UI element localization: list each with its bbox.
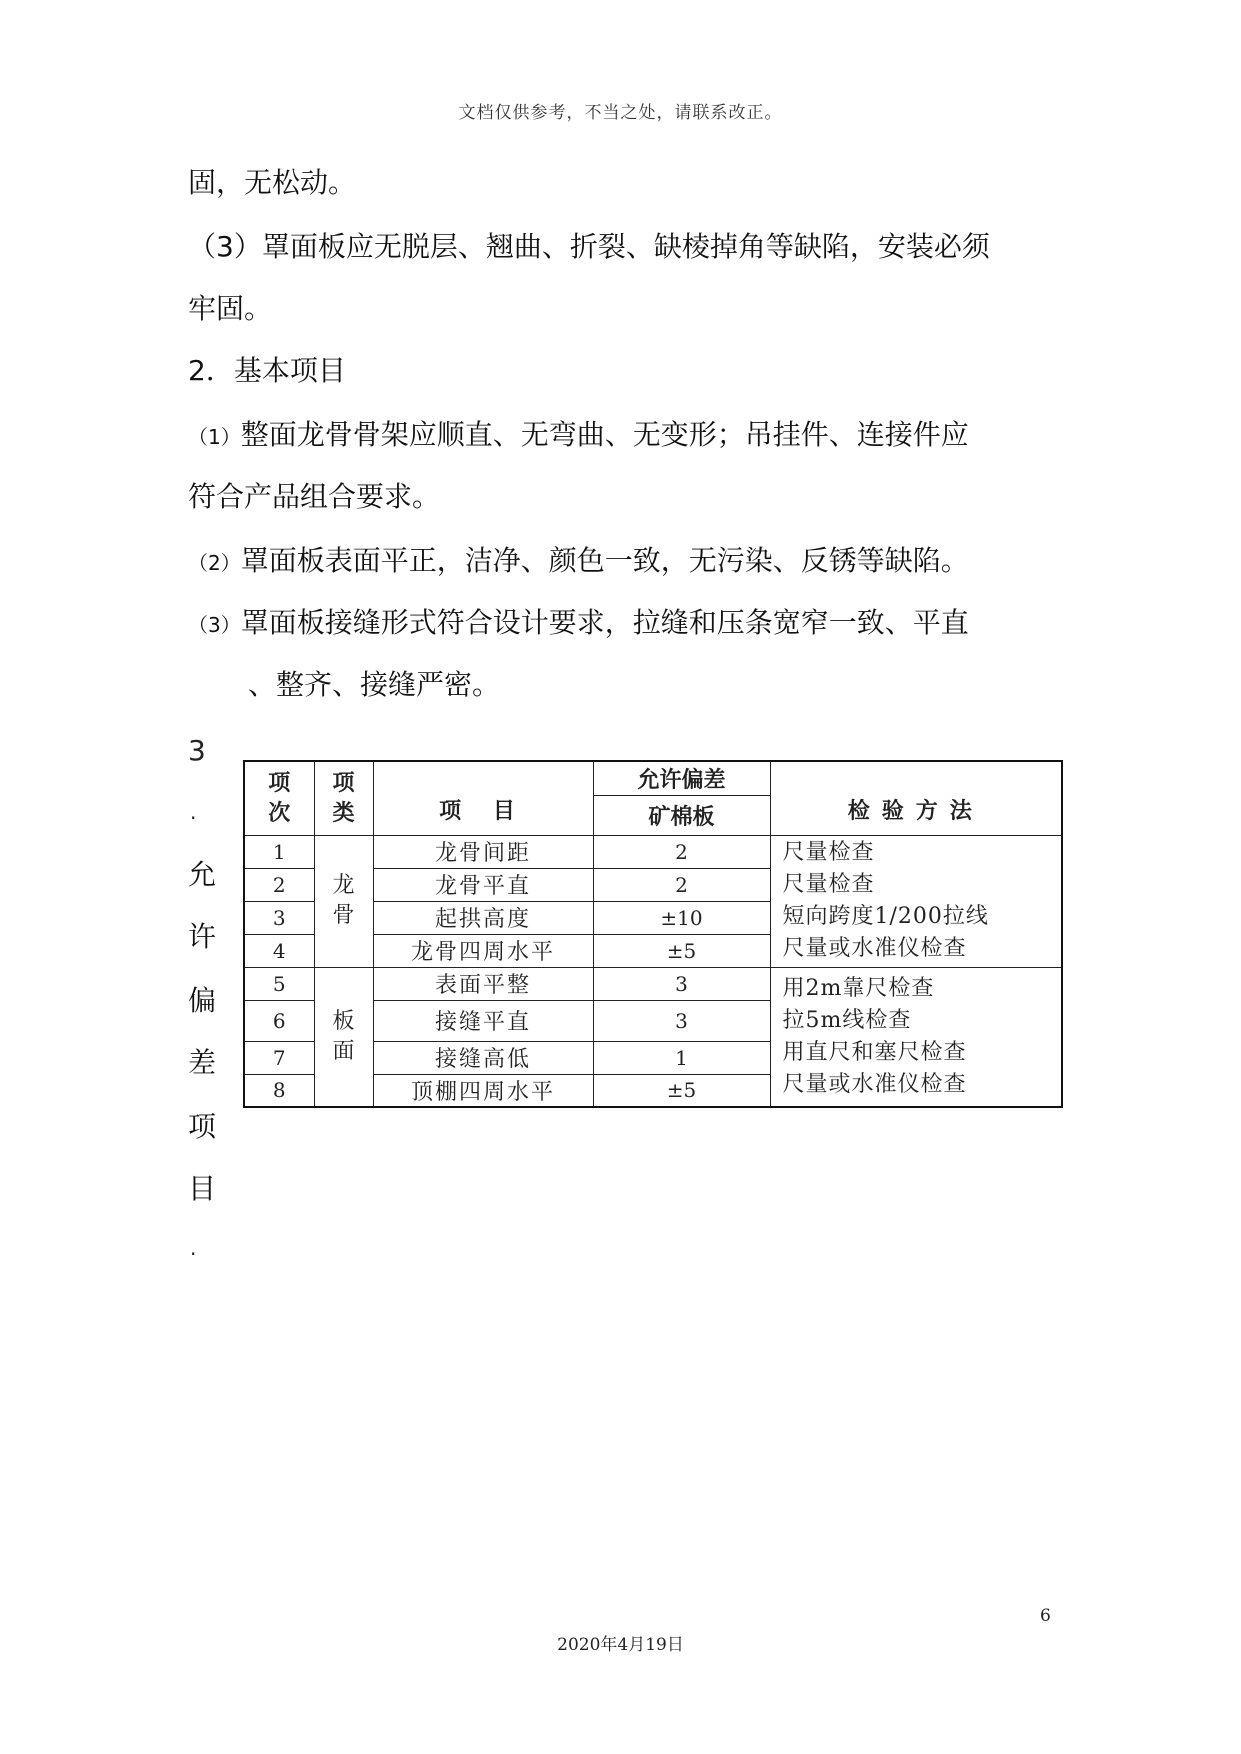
header-index bbox=[244, 761, 314, 835]
item-cell: 接缝平直 bbox=[373, 1000, 593, 1041]
tolerance-value: 1 bbox=[593, 1041, 770, 1074]
vertical-heading-char: 偏 bbox=[188, 984, 217, 1017]
list-text: 整面龙骨骨架应顺直、无弯曲、无变形；吊挂件、连接件应 bbox=[240, 418, 969, 451]
item-cell: 顶棚四周水平 bbox=[373, 1074, 593, 1107]
header-index-bottom: 次 bbox=[268, 800, 291, 827]
footer-date: 2020年4月19日 bbox=[557, 1635, 684, 1655]
header-tolerance-group: 允许偏差 bbox=[593, 761, 770, 795]
header-category bbox=[314, 761, 373, 835]
category-cell bbox=[314, 835, 373, 967]
row-number: 7 bbox=[244, 1041, 314, 1074]
header-tolerance-sub: 矿棉板 bbox=[593, 795, 770, 835]
row-number: 2 bbox=[244, 868, 314, 901]
page-number: 6 bbox=[1040, 1606, 1051, 1626]
item-cell: 龙骨四周水平 bbox=[373, 934, 593, 967]
section-number: 3 bbox=[188, 734, 206, 767]
tolerance-value: 3 bbox=[593, 967, 770, 1000]
tolerance-value: ±5 bbox=[593, 934, 770, 967]
paragraph-line bbox=[188, 544, 969, 580]
row-number: 3 bbox=[244, 901, 314, 934]
list-text: 罩面板表面平正，洁净、颜色一致，无污染、反锈等缺陷。 bbox=[240, 544, 969, 577]
tolerance-value: 3 bbox=[593, 1000, 770, 1041]
header-disclaimer: 文档仅供参考，不当之处，请联系改正。 bbox=[458, 103, 783, 123]
tolerance-value: 2 bbox=[593, 835, 770, 868]
paragraph-line bbox=[188, 606, 969, 642]
section-dot: . bbox=[190, 800, 197, 824]
row-number: 8 bbox=[244, 1074, 314, 1107]
method-line: 尺量检查 bbox=[782, 872, 875, 897]
item-cell: 龙骨间距 bbox=[373, 835, 593, 868]
header-category-bottom: 类 bbox=[332, 800, 355, 827]
method-line: 用2m靠尺检查 bbox=[782, 975, 935, 1001]
row-number: 5 bbox=[244, 967, 314, 1000]
tolerance-value: 2 bbox=[593, 868, 770, 901]
paragraph-line: 符合产品组合要求。 bbox=[188, 480, 441, 513]
category-char: 骨 bbox=[332, 903, 355, 928]
method-line: 短向跨度1/200拉线 bbox=[782, 904, 989, 929]
header-method: 检验方法 bbox=[770, 761, 1062, 835]
vertical-heading-char: 允 bbox=[188, 858, 217, 891]
category-char: 板 bbox=[332, 1008, 355, 1034]
item-cell: 表面平整 bbox=[373, 967, 593, 1000]
method-cell bbox=[770, 835, 1062, 967]
category-char: 面 bbox=[332, 1038, 355, 1064]
method-line: 用直尺和塞尺检查 bbox=[782, 1039, 967, 1065]
list-number: （2） bbox=[188, 551, 241, 575]
row-number: 4 bbox=[244, 934, 314, 967]
row-number: 1 bbox=[244, 835, 314, 868]
item-cell: 接缝高低 bbox=[373, 1041, 593, 1074]
vertical-heading-char: 目 bbox=[188, 1172, 217, 1205]
method-line: 尺量检查 bbox=[782, 840, 875, 865]
category-char: 龙 bbox=[332, 873, 355, 898]
header-category-top: 项 bbox=[332, 770, 355, 797]
item-cell: 龙骨平直 bbox=[373, 868, 593, 901]
category-cell bbox=[314, 967, 373, 1107]
paragraph-line: 牢固。 bbox=[188, 292, 273, 325]
paragraph-line: （3）罩面板应无脱层、翘曲、折裂、缺棱掉角等缺陷，安装必须 bbox=[188, 230, 990, 263]
tolerance-table bbox=[243, 760, 1063, 1108]
tolerance-value: ±5 bbox=[593, 1074, 770, 1107]
item-cell: 起拱高度 bbox=[373, 901, 593, 934]
paragraph-line: 固，无松动。 bbox=[188, 166, 357, 199]
method-cell bbox=[770, 967, 1062, 1107]
vertical-heading-char: 差 bbox=[188, 1046, 217, 1079]
paragraph-line: 、整齐、接缝严密。 bbox=[248, 668, 501, 701]
header-item: 项 目 bbox=[373, 761, 593, 835]
header-index-top: 项 bbox=[268, 770, 291, 797]
vertical-heading-char: 项 bbox=[188, 1110, 217, 1143]
section-dot: . bbox=[190, 1236, 197, 1260]
list-number: （3） bbox=[188, 613, 241, 637]
list-text: 罩面板接缝形式符合设计要求，拉缝和压条宽窄一致、平直 bbox=[240, 606, 969, 639]
method-line: 尺量或水准仪检查 bbox=[782, 936, 967, 961]
section-heading: 2．基本项目 bbox=[188, 354, 346, 387]
method-line: 尺量或水准仪检查 bbox=[782, 1071, 967, 1097]
list-number: （1） bbox=[188, 425, 241, 449]
paragraph-line bbox=[188, 418, 969, 454]
tolerance-value: ±10 bbox=[593, 901, 770, 934]
vertical-heading-char: 许 bbox=[188, 920, 217, 953]
row-number: 6 bbox=[244, 1000, 314, 1041]
method-line: 拉5m线检查 bbox=[782, 1007, 912, 1033]
